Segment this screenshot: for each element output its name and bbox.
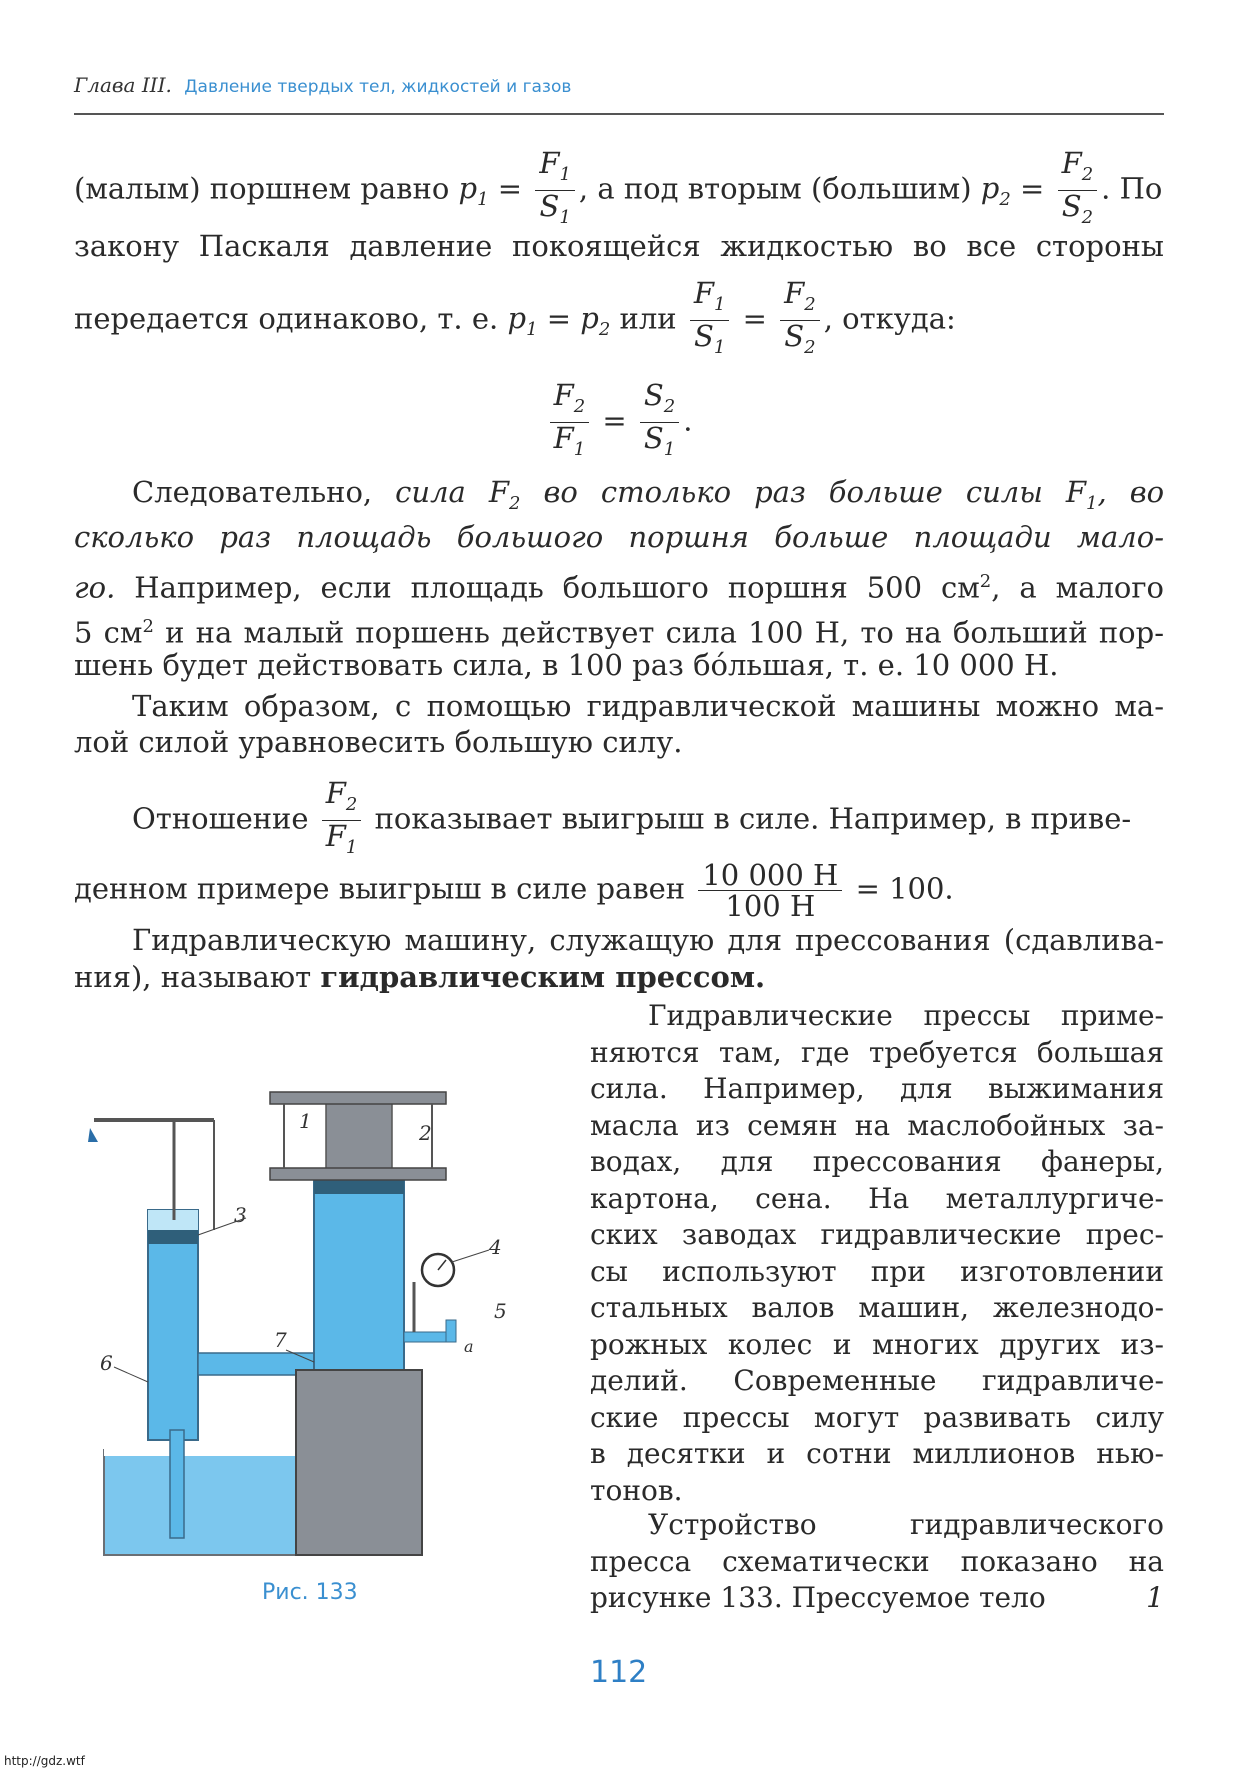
- fraction-f2-f1: $\frac{F_2}{F_1}$: [322, 778, 362, 863]
- math-eq: =: [497, 171, 523, 206]
- press-base: [296, 1370, 422, 1555]
- fraction-s2-s1: $\frac{S_2}{S_1}$: [640, 380, 679, 465]
- fraction-f2-s2: $\frac{F_2}{S_2}$: [780, 278, 820, 363]
- text-line: картона, сена. На металлургиче-: [590, 1181, 1164, 1215]
- fraction-f2-f1: $\frac{F_2}{F_1}$: [550, 380, 590, 465]
- text-line: сы используют при изготовлении: [590, 1254, 1164, 1288]
- body-number: 1: [1146, 1581, 1164, 1614]
- text-span: . По: [1101, 171, 1163, 206]
- right-column-text: [590, 998, 1164, 1509]
- text-line: [74, 278, 1164, 363]
- label-5: 5: [494, 1299, 507, 1323]
- text-line: Следовательно, сила $F_2$ во столько раз больше силы $F_1$, во: [132, 475, 1165, 514]
- text-line: 5 $см^2$ и на малый поршень действует сила 100 Н, то на больший пор-: [74, 615, 1165, 650]
- math-p2: $p_2$: [980, 171, 1011, 211]
- text-line: тонов.: [590, 1473, 683, 1507]
- math-eq: =: [742, 301, 767, 336]
- text-line: лой силой уравновесить большую силу.: [74, 725, 683, 759]
- text-line: сколько раз площадь большого поршня больше площади мало-: [74, 520, 1164, 554]
- large-piston: [314, 1180, 404, 1194]
- label-1: 1: [299, 1109, 312, 1133]
- small-cylinder: [148, 1210, 198, 1440]
- math-eq: =: [1020, 171, 1045, 206]
- label-7: 7: [274, 1328, 287, 1352]
- text-line: Гидравлические прессы приме-: [648, 999, 1164, 1032]
- math-p1: $p_1$: [458, 171, 489, 211]
- top-plate: [270, 1092, 446, 1104]
- hydraulic-press-figure: [74, 1070, 574, 1570]
- text-line: водах, для прессования фанеры,: [590, 1145, 1164, 1178]
- text-span: , а под вторым (большим): [578, 171, 972, 206]
- math-eq: =: [546, 301, 572, 336]
- large-cylinder: [314, 1180, 404, 1370]
- text-line: го. Например, если площадь большого поршня 500 $см^2$, а малого: [74, 570, 1165, 605]
- label-2: 2: [419, 1121, 432, 1145]
- label-3: 3: [234, 1203, 247, 1227]
- text-line: масла из семян на маслобойных за-: [590, 1108, 1164, 1142]
- text-span: передается одинаково, т. е.: [74, 301, 499, 336]
- handle-icon: [88, 1128, 98, 1142]
- chapter-number: Глава III.: [74, 73, 172, 97]
- text-line: пресса схематически показано на: [590, 1544, 1164, 1578]
- text-line: ских заводах гидравлические прес-: [590, 1218, 1164, 1251]
- fraction-f1-s1: $\frac{F_1}{S_1}$: [690, 278, 730, 363]
- page-number: 112: [590, 1655, 648, 1690]
- watermark-link[interactable]: http://gdz.wtf: [4, 1754, 85, 1768]
- text-line: денном примере выигрыш в силе равен $\frac{10 000 Н}{100 Н}$ = 100.: [74, 858, 954, 923]
- suction-pipe: [170, 1430, 184, 1538]
- reservoir: [104, 1450, 304, 1555]
- text-line: ские прессы могут развивать силу: [590, 1400, 1164, 1434]
- text-line: стальных валов машин, железнодо-: [590, 1291, 1164, 1324]
- text-line: Отношение $\frac{F_2}{F_1}$ показывает выигрыш в силе. Например, в приве-: [74, 778, 1164, 863]
- label-6: 6: [100, 1351, 113, 1375]
- text-span: или: [619, 301, 677, 336]
- math-eq: =: [602, 403, 627, 438]
- text-line: ния), называют гидравлическим прессом.: [74, 960, 766, 994]
- text-line: делий. Современные гидравличе-: [590, 1364, 1164, 1397]
- display-formula: $\frac{F_2}{F_1}$ = $\frac{S_2}{S_1}$ .: [74, 380, 1164, 465]
- text-line: Таким образом, с помощью гидравлической машины можно ма-: [132, 689, 1164, 723]
- fraction-force-ratio: $\frac{10 000 Н}{100 Н}$: [698, 860, 842, 921]
- right-column-text-2: [590, 1507, 1164, 1617]
- pressed-body: [326, 1102, 392, 1178]
- text-line: Устройство гидравлического: [648, 1508, 1164, 1541]
- text-span: , откуда:: [823, 301, 956, 336]
- fraction-f2-s2: $\frac{F_2}{S_2}$: [1058, 148, 1098, 233]
- fraction-f1-s1: $\frac{F_1}{S_1}$: [535, 148, 575, 233]
- text-line: в десятки и сотни миллионов нью-: [590, 1437, 1164, 1470]
- text-line: няются там, где требуется большая: [590, 1035, 1164, 1069]
- text-line: закону Паскаля давление покоящейся жидкостью во все стороны: [74, 229, 1164, 263]
- math-p1: $p_1$: [507, 301, 538, 341]
- chapter-title: Давление твердых тел, жидкостей и газов: [184, 77, 572, 97]
- text-span: (малым) поршнем равно: [74, 171, 450, 206]
- valve-icon: [446, 1320, 456, 1342]
- text-line: рожных колес и многих других из-: [590, 1327, 1164, 1361]
- text-line: Гидравлическую машину, служащую для прессования (сдавлива-: [132, 923, 1164, 957]
- figure-caption: Рис. 133: [262, 1580, 358, 1605]
- math-p2: $p_2$: [580, 301, 611, 341]
- text-line: сила. Например, для выжимания: [590, 1072, 1164, 1105]
- small-piston: [148, 1230, 198, 1244]
- running-head: [74, 73, 1164, 115]
- label-a: a: [464, 1337, 474, 1356]
- text-line: [74, 148, 1164, 233]
- middle-plate: [270, 1168, 446, 1180]
- label-4: 4: [489, 1235, 502, 1259]
- text-line: рисунке 133. Прессуемое тело 1: [590, 1580, 1164, 1617]
- text-line: шень будет действовать сила, в 100 раз бо́льшая, т. е. 10 000 Н.: [74, 648, 1059, 682]
